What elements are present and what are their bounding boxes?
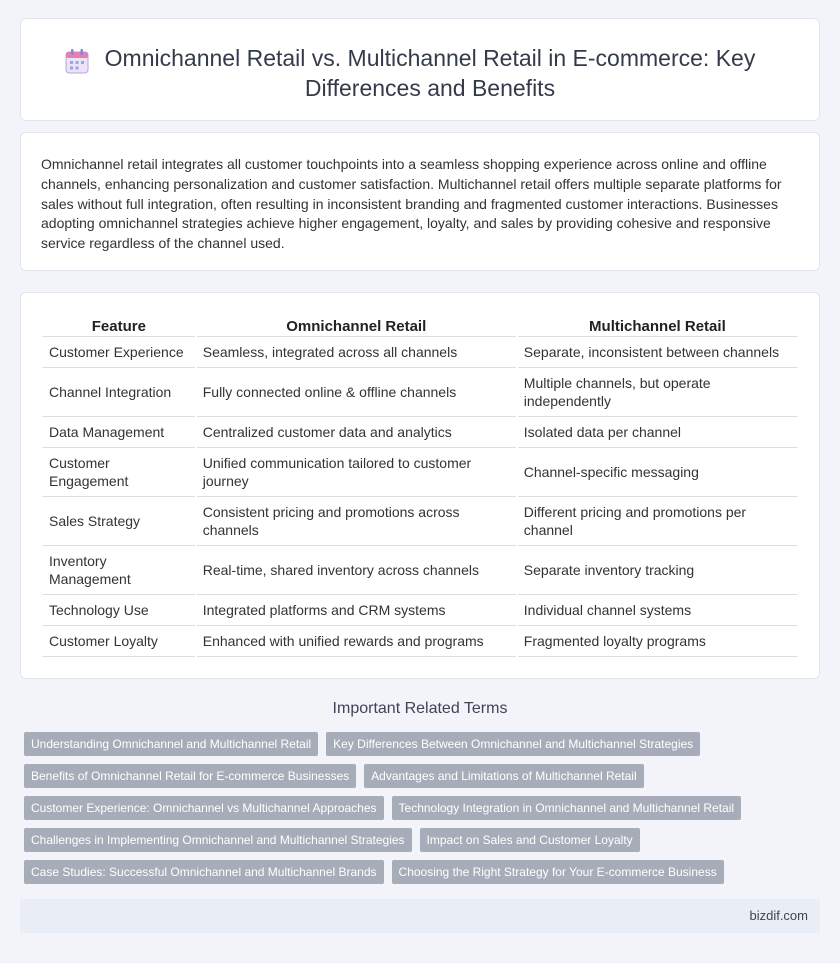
cell-feature: Customer Experience xyxy=(43,337,195,368)
page-title: Omnichannel Retail vs. Multichannel Retail in E-commerce: Key Differences and Benefits xyxy=(104,45,756,101)
table-row xyxy=(43,417,797,448)
tag-row xyxy=(24,828,814,852)
cell-omnichannel: Fully connected online & offline channels xyxy=(197,368,516,417)
intro-paragraph: Omnichannel retail integrates all customer touchpoints into a seamless shopping experience across online and offline channels, enhancing personalization and customer satisfaction. Multichannel retail offers multiple separate platforms for sales without full integration, often resulting in inconsistent branding and fragmented customer interactions. Businesses adopting omnichannel strategies achieve higher engagement, loyalty, and sales by providing cohesive and responsive service regardless of the channel used. xyxy=(41,156,782,252)
cell-omnichannel: Enhanced with unified rewards and programs xyxy=(197,626,516,657)
related-term-link[interactable]: Challenges in Implementing Omnichannel and Multichannel Strategies xyxy=(24,828,412,852)
cell-multichannel: Separate inventory tracking xyxy=(518,546,797,595)
table-row xyxy=(43,546,797,595)
cell-multichannel: Isolated data per channel xyxy=(518,417,797,448)
related-terms-list xyxy=(24,732,814,892)
related-term-link[interactable]: Understanding Omnichannel and Multichannel Retail xyxy=(24,732,318,756)
cell-multichannel: Multiple channels, but operate independently xyxy=(518,368,797,417)
cell-feature: Inventory Management xyxy=(43,546,195,595)
cell-omnichannel: Centralized customer data and analytics xyxy=(197,417,516,448)
header-multichannel: Multichannel Retail xyxy=(518,315,797,337)
related-term-link[interactable]: Customer Experience: Omnichannel vs Multichannel Approaches xyxy=(24,796,384,820)
footer xyxy=(20,899,820,933)
related-term-link[interactable]: Technology Integration in Omnichannel and Multichannel Retail xyxy=(392,796,742,820)
comparison-table-card xyxy=(20,292,820,679)
table-row xyxy=(43,595,797,626)
cell-multichannel: Channel-specific messaging xyxy=(518,448,797,497)
tag-row xyxy=(24,764,814,788)
footer-site-link[interactable]: bizdif.com xyxy=(749,908,808,923)
cell-feature: Data Management xyxy=(43,417,195,448)
comparison-table xyxy=(41,315,799,657)
cell-feature: Technology Use xyxy=(43,595,195,626)
cell-multichannel: Fragmented loyalty programs xyxy=(518,626,797,657)
cell-omnichannel: Seamless, integrated across all channels xyxy=(197,337,516,368)
related-term-link[interactable]: Advantages and Limitations of Multichannel Retail xyxy=(364,764,644,788)
cell-omnichannel: Real-time, shared inventory across channels xyxy=(197,546,516,595)
tag-row xyxy=(24,796,814,820)
tag-row xyxy=(24,732,814,756)
header-card xyxy=(20,18,820,121)
cell-multichannel: Different pricing and promotions per channel xyxy=(518,497,797,546)
header-omnichannel: Omnichannel Retail xyxy=(197,315,516,337)
table-row xyxy=(43,626,797,657)
cell-omnichannel: Integrated platforms and CRM systems xyxy=(197,595,516,626)
related-term-link[interactable]: Benefits of Omnichannel Retail for E-commerce Businesses xyxy=(24,764,356,788)
table-header-row xyxy=(43,315,797,337)
related-term-link[interactable]: Impact on Sales and Customer Loyalty xyxy=(420,828,640,852)
table-row xyxy=(43,368,797,417)
table-row xyxy=(43,337,797,368)
cell-omnichannel: Unified communication tailored to customer journey xyxy=(197,448,516,497)
table-row xyxy=(43,448,797,497)
related-term-link[interactable]: Choosing the Right Strategy for Your E-commerce Business xyxy=(392,860,724,884)
cell-feature: Customer Loyalty xyxy=(43,626,195,657)
header-feature: Feature xyxy=(43,315,195,337)
cell-multichannel: Individual channel systems xyxy=(518,595,797,626)
tag-row xyxy=(24,860,814,884)
cell-multichannel: Separate, inconsistent between channels xyxy=(518,337,797,368)
cell-feature: Channel Integration xyxy=(43,368,195,417)
related-term-link[interactable]: Key Differences Between Omnichannel and Multichannel Strategies xyxy=(326,732,700,756)
related-term-link[interactable]: Case Studies: Successful Omnichannel and Multichannel Brands xyxy=(24,860,384,884)
cell-feature: Sales Strategy xyxy=(43,497,195,546)
table-row xyxy=(43,497,797,546)
cell-feature: Customer Engagement xyxy=(43,448,195,497)
intro-card xyxy=(20,132,820,271)
related-terms-heading: Important Related Terms xyxy=(332,700,508,717)
cell-omnichannel: Consistent pricing and promotions across channels xyxy=(197,497,516,546)
